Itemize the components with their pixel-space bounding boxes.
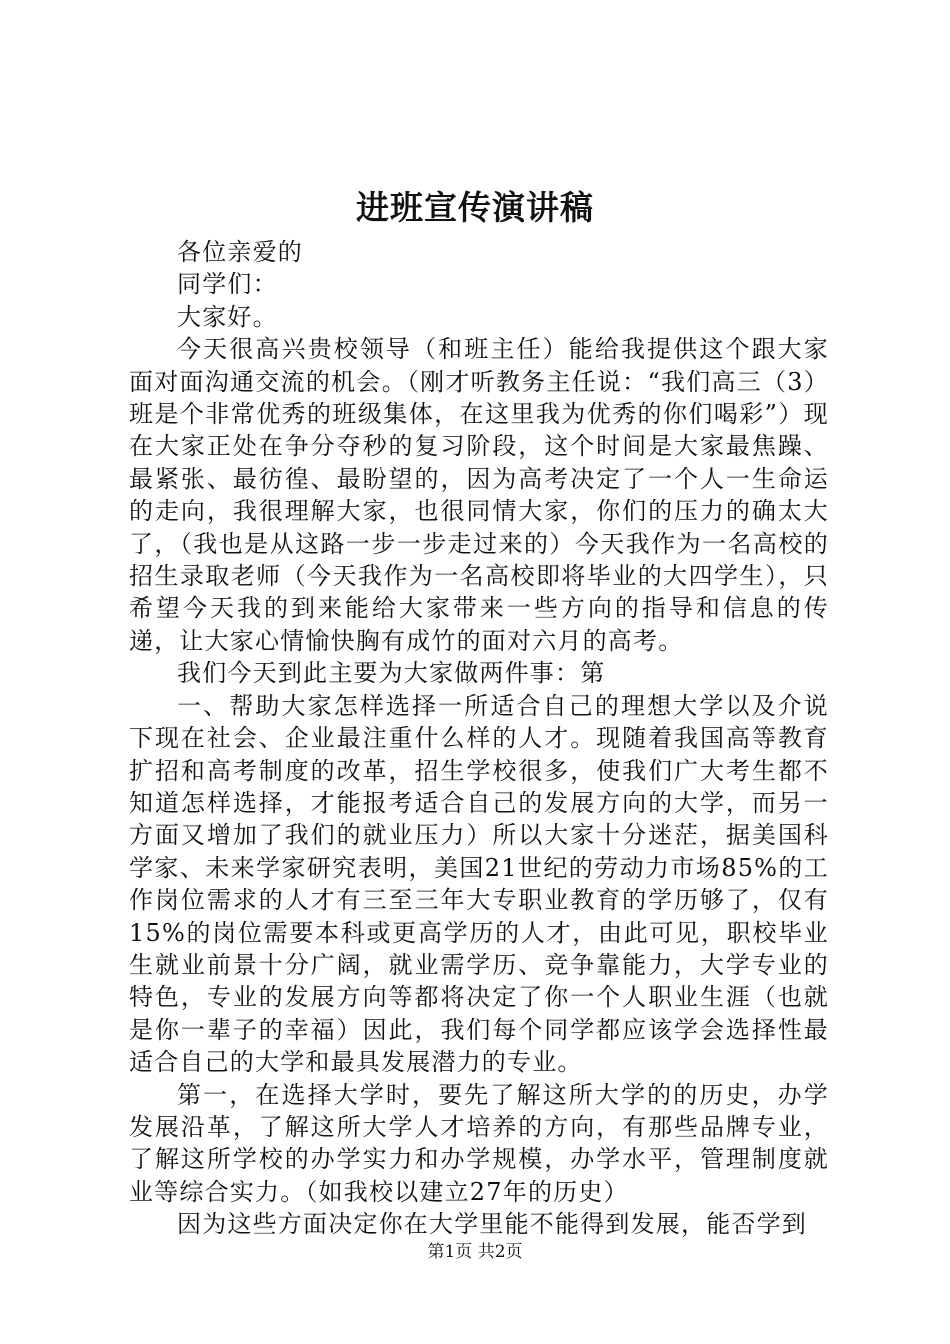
greeting-line: 各位亲爱的 xyxy=(177,238,303,266)
paragraph-first-point: 第一，在选择大学时，要先了解这所大学的的历史，办学发展沿革，了解这所大学人才培养的方向，有那些品牌专业，了解这所学校的办学实力和办学规模，办学水平，管理制度就业等综合实力。（如我校以建立27年的历史） xyxy=(129,1080,829,1206)
hello-line: 大家好。 xyxy=(177,302,278,331)
salutation-line: 同学们： xyxy=(177,270,278,299)
paragraph-intro: 今天很高兴贵校领导（和班主任）能给我提供这个跟大家面对面沟通交流的机会。（刚才听教务主任说：“我们高三（3）班是个非常优秀的班级集体，在这里我为优秀的你们喝彩”）现在大家正处在争分夺秒的复习阶段，这个时间是大家最焦躁、最紧张、最彷徨、最盼望的，因为高考决定了一个人一生命运的走向，我很理解大家，也很同情大家，你们的压力的确太大了，（我也是从这路一步一步走过来的）今天我作为一名高校的招生录取老师（今天我作为一名高校即将毕业的大四学生），只希望今天我的到来能给大家带来一些方向的指导和信息的传递，让大家心情愉快胸有成竹的面对六月的高考。 xyxy=(129,335,829,655)
document-body xyxy=(129,236,829,1241)
paragraph-task-one: 一、帮助大家怎样选择一所适合自己的理想大学以及介说下现在社会、企业最注重什么样的人才。现随着我国高等教育扩招和高考制度的改革，招生学校很多，使我们广大考生都不知道怎样选择，才能报考适合自己的发展方向的大学，而另一方面又增加了我们的就业压力）所以大家十分迷茫，据美国科学家、未来学家研究表明，美国21世纪的劳动力市场85%的工作岗位需求的人才有三至三年大专职业教育的学历够了，仅有15%的岗位需要本科或更高学历的人才，由此可见，职校毕业生就业前景十分广阔，就业需学历、竞争靠能力，大学专业的特色，专业的发展方向等都将决定了你一个人职业生涯（也就是你一辈子的幸福）因此，我们每个同学都应该学会选择性最适合自己的大学和最具发展潜力的专业。 xyxy=(129,691,829,1077)
document-title: 进班宣传演讲稿 xyxy=(356,188,594,227)
page-footer: 第1页 共2页 xyxy=(427,1242,523,1262)
paragraph-two-tasks: 我们今天到此主要为大家做两件事：第 xyxy=(177,659,606,688)
paragraph-continuation: 因为这些方面决定你在大学里能不能得到发展，能否学到 xyxy=(177,1210,807,1239)
